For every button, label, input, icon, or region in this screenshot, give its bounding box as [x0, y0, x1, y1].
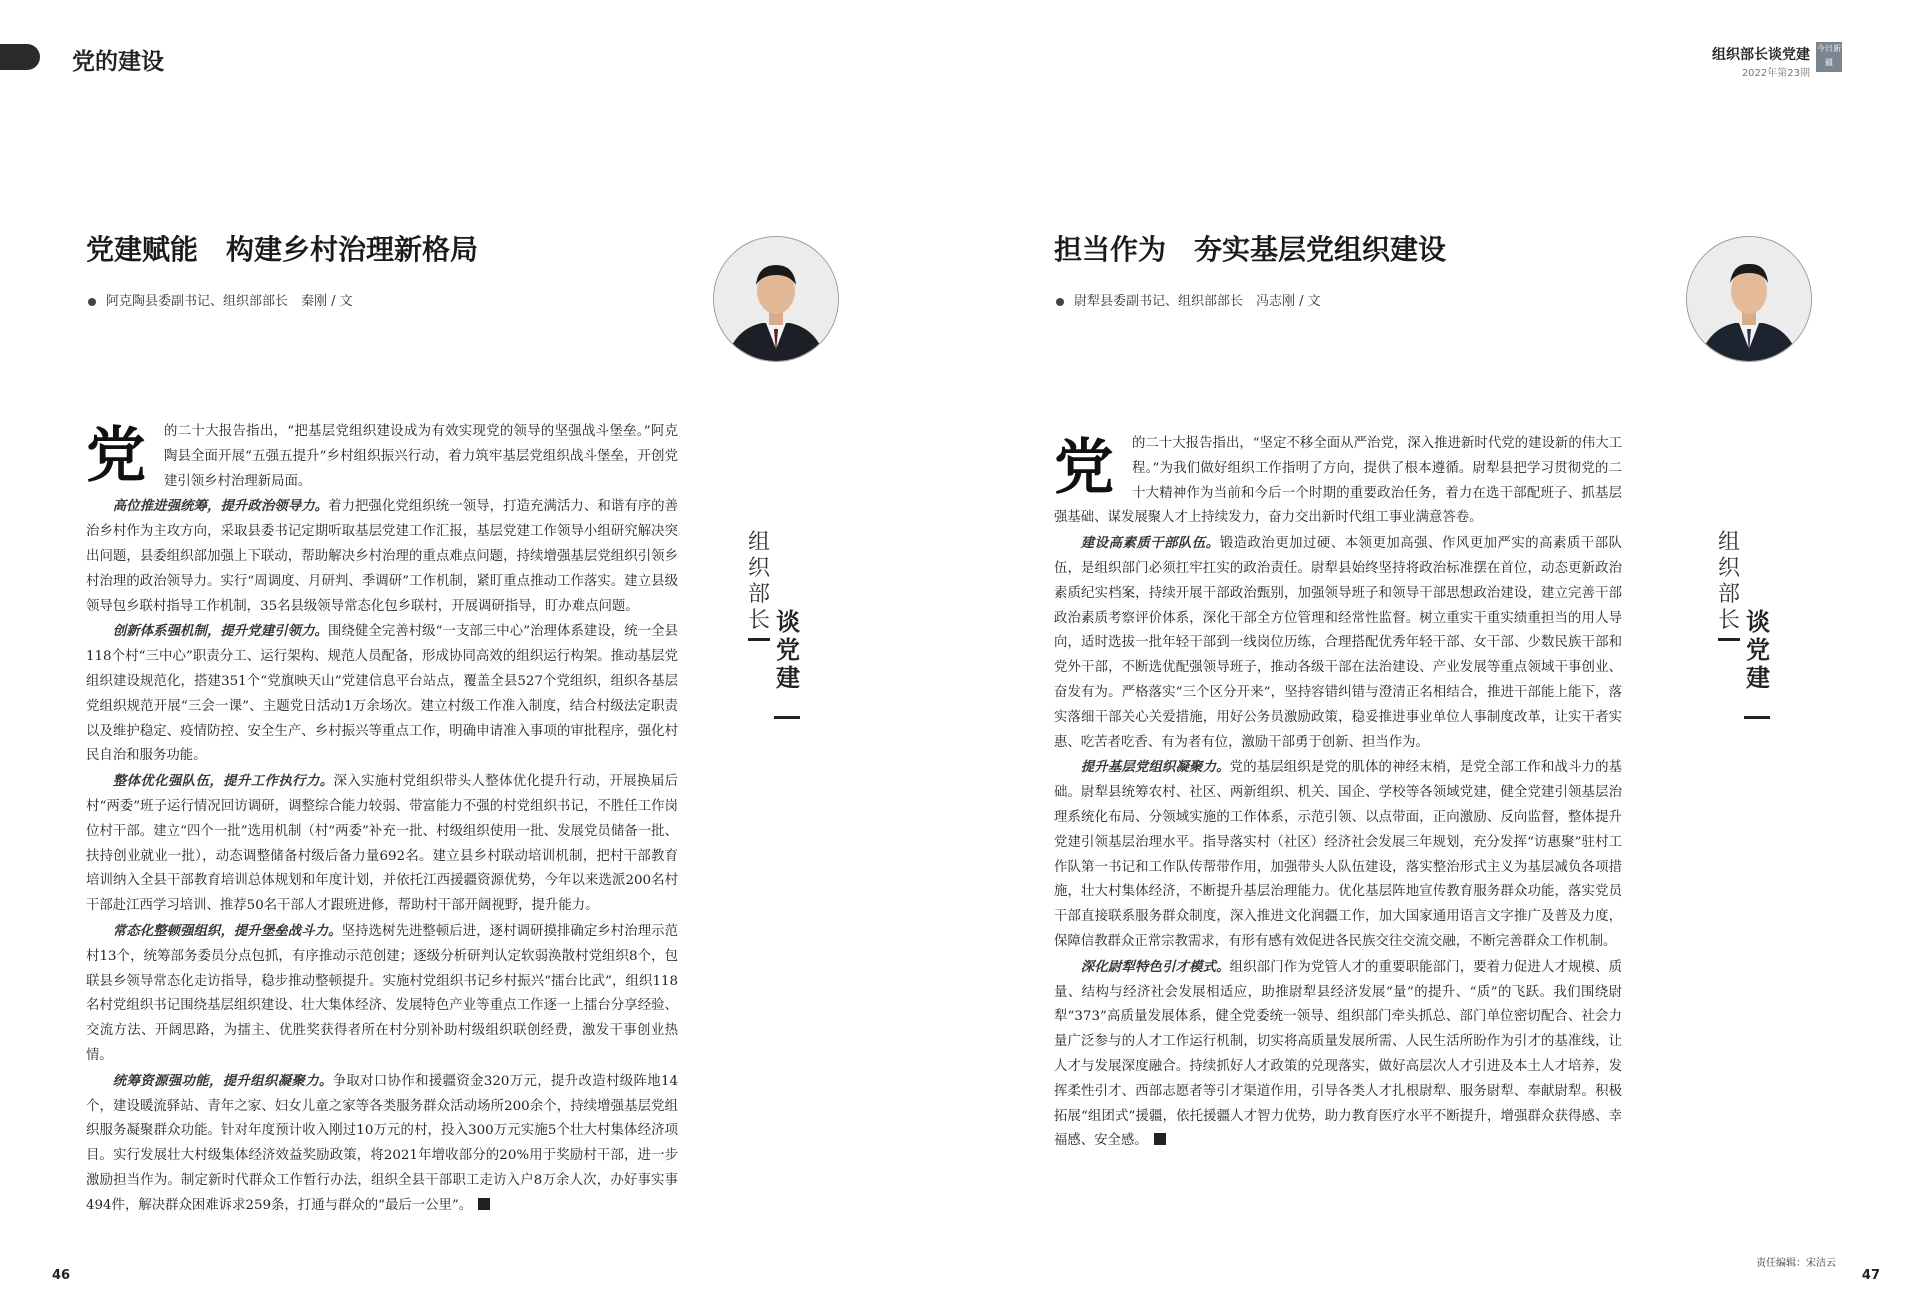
body-paragraph: 建设高素质干部队伍。锻造政治更加过硬、本领更加高强、作风更加严实的高素质干部队伍，是组织部门必须扛牢扛实的政治责任。尉犁县始终坚持将政治标准摆在首位，动态更新政治素质纪实档案，持续开展干部政治甄别，加强领导班子和领导干部思想政治建设，建立完善干部政治素质考察评价体系，深化干部全方位管理和经常性监督。树立重实干重实绩重担当的用人导向，适时选拔一批年轻干部到一线岗位历练，合理搭配优秀年轻干部、女干部、少数民族干部和党外干部，不断选优配强领导班子，推动各级干部在法治建设、产业发展等重点领域干事创业、奋发有为。严格落实“三个区分开来”，坚持容错纠错与澄清正名相结合，推进干部能上能下，落实落细干部关心关爱措施，用好公务员激励政策，稳妥推进事业单位人事制度改革，让实干者实惠、吃苦者吃香、有为者有位，激励干部勇于创新、担当作为。 — [1054, 535, 1623, 750]
body-paragraph: 常态化整顿强组织，提升堡垒战斗力。坚持选树先进整顿后进，逐村调研摸排确定乡村治理示范村13个，统筹部务委员分点包抓，有序推动示范创建；逐级分析研判认定软弱涣散村党组织8个，包联县乡领导常态化走访指导，稳步推动整顿提升。实施村党组织书记乡村振兴“擂台比武”，组织118名村党组织书记围绕基层组织建设、壮大集体经济、发展特色产业等重点工作逐一上擂台分享经验、交流方法、开阔思路，为擂主、优胜奖获得者所在村分别补助村级组织联创经费，激发干事创业热情。 — [86, 922, 679, 1063]
intro-paragraph: 的二十大报告指出，“把基层党组织建设成为有效实现党的领导的坚强战斗堡垒。”阿克陶县全面开展“五强五提升”乡村组织振兴行动，着力筑牢基层党组织战斗堡垒，开创党建引领乡村治理新局面。 — [164, 424, 678, 489]
dropcap: 党 — [1054, 433, 1114, 503]
section-tab-marker — [0, 44, 40, 70]
masthead — [1712, 44, 1810, 79]
left-article-body — [86, 420, 678, 1219]
label-rule — [748, 638, 770, 641]
section-heading: 统筹资源强功能，提升组织凝聚力。 — [112, 1072, 333, 1089]
body-paragraph: 统筹资源强功能，提升组织凝聚力。争取对口协作和援疆资金320万元，提升改造村级阵地14个，建设暖流驿站、青年之家、妇女儿童之家等各类服务群众活动场所200余个，持续增强基层党组织服务凝聚群众功能。针对年度预计收入刚过10万元的村，投入300万元实施5个壮大村集体经济项目。实行发展壮大村级集体经济效益奖励政策，将2021年增收部分的20%用于奖励村干部，进一步激励担当作为。制定新时代群众工作暂行办法，组织全县干部职工走访入户8万余人次，办好事实事494件，解决群众困难诉求259条，打通与群众的“最后一公里”。 — [86, 1072, 678, 1213]
body-paragraph: 创新体系强机制，提升党建引领力。围绕健全完善村级“一支部三中心”治理体系建设，统一全县118个村“三中心”职责分工、运行架构、规范人员配备，形成协同高效的组织运行构架。推动基层党组织建设规范化，搭建351个“党旗映天山”党建信息平台站点，覆盖全县527个党组织，组织各基层党组织规范开展“三会一课”、主题党日活动1万余场次。建立村级工作准入制度，结合村级法定职责以及维护稳定、疫情防控、安全生产、乡村振兴等重点工作，明确申请准入事项的审批程序，强化村民自治和服务功能。 — [86, 623, 678, 764]
page-number-left: 46 — [52, 1268, 71, 1283]
right-article-body — [1054, 432, 1622, 1154]
byline-text: 尉犁县委副书记、组织部部长 冯志刚 / 文 — [1074, 294, 1321, 309]
section-heading: 提升基层党组织凝聚力。 — [1080, 759, 1230, 776]
body-paragraph: 深化尉犁特色引才模式。组织部门作为党管人才的重要职能部门，要着力促进人才规模、质量、结构与经济社会发展相适应，助推尉犁县经济发展“量”的提升、“质”的飞跃。我们围绕尉犁“373”高质量发展体系，健全党委统一领导、组织部门牵头抓总、部门单位密切配合、社会力量广泛参与的人才工作运行机制，切实将高质量发展所需、人民生活所盼作为引才的基准线，让人才与发展深度融合。持续抓好人才政策的兑现落实，做好高层次人才引进及本土人才培养，发挥柔性引才、西部志愿者等引才渠道作用，引导各类人才扎根尉犁、服务尉犁、奉献尉犁。积极拓展“组团式”援疆，依托援疆人才智力优势，助力教育医疗水平不断提升，增强群众获得感、幸福感、安全感。 — [1054, 958, 1623, 1149]
section-heading: 建设高素质干部队伍。 — [1080, 535, 1220, 552]
magazine-logo-badge: 今日新疆 — [1816, 42, 1842, 72]
label-rule — [1718, 638, 1740, 641]
body-paragraph: 整体优化强队伍，提升工作执行力。深入实施村党组织带头人整体优化提升行动，开展换届后村“两委”班子运行情况回访调研，调整综合能力较弱、带富能力不强的村党组织书记，不胜任工作岗位村干部。建立“四个一批”选用机制（村“两委”补充一批、村级组织使用一批、发展党员储备一批、扶持创业就业一批），动态调整储备村级后备力量692名。建立县乡村联动培训机制，把村干部教育培训纳入全县干部教育培训总体规划和年度计划，并依托江西援疆资源优势，今年以来选派200名村干部赴江西学习培训、推荐50名干部人才跟班进修，帮助村干部开阔视野，提升能力。 — [86, 773, 679, 914]
author-portrait-left — [713, 236, 839, 362]
intro-paragraph: 的二十大报告指出，“坚定不移全面从严治党，深入推进新时代党的建设新的伟大工程。”为我们做好组织工作指明了方向，提供了根本遵循。尉犁县把学习贯彻党的二十大精神作为当前和今后一个时期的重要政治任务，着力在选干部配班子、抓基层强基础、谋发展聚人才上持续发力，奋力交出新时代组工事业满意答卷。 — [1054, 436, 1622, 526]
masthead-issue: 2022年第23期 — [1741, 68, 1810, 79]
label-rule — [774, 716, 800, 719]
column-label-org: 组织部长 — [748, 530, 771, 633]
column-label-org: 组织部长 — [1718, 530, 1741, 633]
bullet-icon — [88, 298, 96, 306]
page-number-right: 47 — [1861, 1268, 1880, 1283]
column-label-talk: 谈党建 — [1746, 608, 1770, 692]
author-portrait-right — [1686, 236, 1812, 362]
right-article-title: 担当作为 夯实基层党组织建设 — [1054, 233, 1447, 266]
body-paragraph: 提升基层党组织凝聚力。党的基层组织是党的肌体的神经末梢，是党全部工作和战斗力的基础。尉犁县统筹农村、社区、两新组织、机关、国企、学校等各领域党建，健全党建引领基层治理系统化布局、分领域实施的工作体系，示范引领、以点带面，正向激励、反向监督，整体提升党建引领基层治理水平。指导落实村（社区）经济社会发展三年规划，充分发挥“访惠聚”驻村工作队第一书记和工作队传帮带作用，加强带头人队伍建设，落实整治形式主义为基层减负各项措施，壮大村集体经济，不断提升基层治理能力。优化基层阵地宣传教育服务群众功能，落实党员干部直接联系服务群众制度，深入推进文化润疆工作，加大国家通用语言文字推广及普及力度，保障信教群众正常宗教需求，有形有感有效促进各民族交往交流交融，不断完善群众工作机制。 — [1054, 759, 1623, 949]
section-heading: 高位推进强统筹，提升政治领导力。 — [112, 498, 329, 515]
editor-credit: 责任编辑：宋洁云 — [1756, 1258, 1836, 1269]
body-paragraph: 高位推进强统筹，提升政治领导力。着力把强化党组织统一领导，打造充满活力、和谐有序的善治乡村作为主攻方向，采取县委书记定期听取基层党建工作汇报，基层党建工作领导小组研究解决突出问题，县委组织部加强上下联动，帮助解决乡村治理的重点难点问题，持续增强基层党组织引领乡村治理的政治领导力。实行“周调度、月研判、季调研”工作机制，紧盯重点推动工作落实。建立县级领导包乡联村指导工作机制，35名县级领导常态化包乡联村，开展调研指导，盯办难点问题。 — [86, 498, 679, 614]
end-mark-icon — [1154, 1133, 1166, 1145]
section-heading: 整体优化强队伍，提升工作执行力。 — [112, 773, 334, 790]
label-rule — [1744, 716, 1770, 719]
section-heading: 常态化整顿强组织，提升堡垒战斗力。 — [112, 922, 342, 939]
masthead-title: 组织部长谈党建 — [1712, 47, 1810, 63]
dropcap: 党 — [86, 421, 146, 491]
column-label-talk: 谈党建 — [776, 608, 800, 692]
bullet-icon — [1056, 298, 1064, 306]
right-article-byline — [1056, 290, 1321, 309]
end-mark-icon — [478, 1198, 490, 1210]
left-article-title: 党建赋能 构建乡村治理新格局 — [86, 233, 479, 266]
section-heading: 深化尉犁特色引才模式。 — [1080, 958, 1230, 975]
section-title: 党的建设 — [72, 48, 164, 75]
left-article-byline — [88, 290, 353, 309]
byline-text: 阿克陶县委副书记、组织部部长 秦刚 / 文 — [106, 294, 353, 309]
section-heading: 创新体系强机制，提升党建引领力。 — [112, 623, 328, 640]
